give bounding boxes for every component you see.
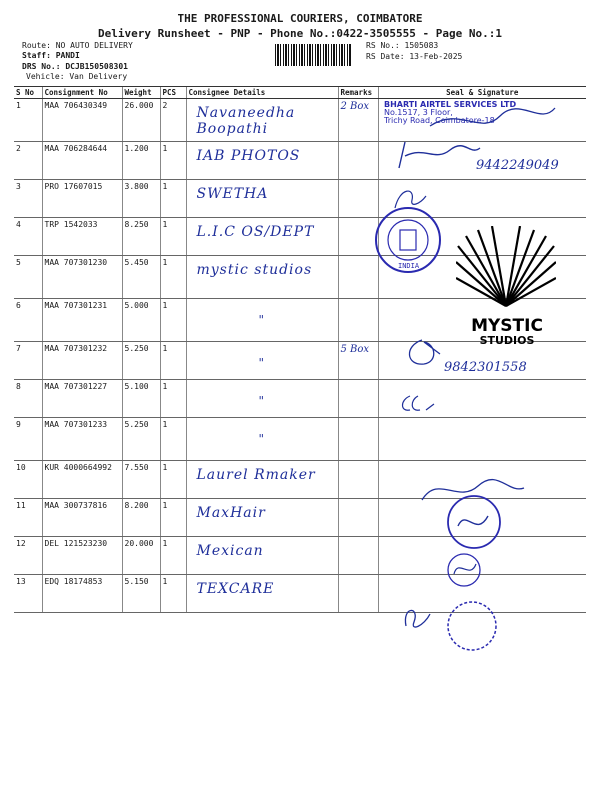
col-sno: S No <box>14 87 42 99</box>
weight-cell <box>122 418 160 461</box>
table-row <box>14 380 586 418</box>
sno-cell-text: 2 <box>16 144 21 153</box>
remark-cell <box>338 537 378 575</box>
weight-cell-text: 20.000 <box>124 539 154 548</box>
remark-cell-text: 2 Box <box>340 101 370 112</box>
pcs-cell-text: 1 <box>162 539 168 548</box>
pcs-cell-text: 1 <box>162 463 168 472</box>
consignee-cell-text: Laurel Rmaker <box>196 467 316 483</box>
sno-cell-text: 4 <box>16 220 21 229</box>
sno-cell <box>14 418 42 461</box>
consignment-cell <box>42 256 122 299</box>
sno-cell <box>14 380 42 418</box>
sno-cell <box>14 99 42 142</box>
pcs-cell <box>160 218 186 256</box>
remark-cell <box>338 342 378 380</box>
pcs-cell <box>160 342 186 380</box>
pcs-cell-text: 1 <box>162 144 168 153</box>
bharti-stamp-addr1: No.1517, 3 Floor, <box>384 108 453 117</box>
consignment-cell-text: MAA 707301233 <box>44 420 108 429</box>
consignee-cell-text: " <box>258 394 265 408</box>
consignment-cell-text: MAA 300737816 <box>44 501 108 510</box>
sno-cell <box>14 142 42 180</box>
pcs-cell-text: 1 <box>162 577 168 586</box>
pcs-cell-text: 1 <box>162 344 168 353</box>
pcs-cell <box>160 537 186 575</box>
sno-cell <box>14 218 42 256</box>
weight-cell <box>122 342 160 380</box>
lic-round-stamp <box>370 206 450 276</box>
consignment-cell <box>42 180 122 218</box>
sno-cell <box>14 180 42 218</box>
pcs-cell <box>160 299 186 342</box>
vehicle-label: Vehicle: Van Delivery <box>26 72 128 81</box>
consignee-cell <box>186 99 338 142</box>
col-consignee: Consignee Details <box>186 87 338 99</box>
pcs-cell-text: 1 <box>162 220 168 229</box>
consignee-cell <box>186 380 338 418</box>
consignee-cell <box>186 499 338 537</box>
sno-cell <box>14 342 42 380</box>
stamp-row12 <box>444 550 484 590</box>
consignment-cell <box>42 575 122 613</box>
sno-cell-text: 13 <box>16 577 26 586</box>
consignee-cell <box>186 142 338 180</box>
consignee-cell-text: MaxHair <box>196 505 266 521</box>
sno-cell <box>14 537 42 575</box>
col-weight: Weight <box>122 87 160 99</box>
weight-cell-text: 5.150 <box>124 577 149 586</box>
consignee-cell <box>186 537 338 575</box>
consignee-cell-text: IAB PHOTOS <box>196 148 301 164</box>
weight-cell-text: 5.450 <box>124 258 149 267</box>
weight-cell <box>122 499 160 537</box>
consignee-cell-text: " <box>258 356 265 370</box>
remark-cell <box>338 99 378 142</box>
weight-cell-text: 8.250 <box>124 220 149 229</box>
consignment-cell <box>42 342 122 380</box>
remark-cell <box>338 499 378 537</box>
remark-cell <box>338 380 378 418</box>
phone-row7: 9842301558 <box>444 360 527 375</box>
weight-cell <box>122 461 160 499</box>
table-row <box>14 418 586 461</box>
consignee-cell <box>186 256 338 299</box>
sno-cell-text: 6 <box>16 301 21 310</box>
bharti-stamp-addr2: Trichy Road, Coimbatore-18 <box>384 116 495 125</box>
rs-date: RS Date: 13-Feb-2025 <box>366 52 463 61</box>
sno-cell-text: 8 <box>16 382 21 391</box>
round-stamp-row11 <box>444 494 504 550</box>
consignment-cell <box>42 380 122 418</box>
consignment-cell <box>42 537 122 575</box>
consignee-cell <box>186 461 338 499</box>
mystic-logo-line1: MYSTIC <box>471 316 543 336</box>
weight-cell-text: 8.200 <box>124 501 149 510</box>
pcs-cell <box>160 256 186 299</box>
consignment-cell-text: MAA 706284644 <box>44 144 108 153</box>
col-remarks: Remarks <box>338 87 378 99</box>
consignment-cell-text: MAA 707301227 <box>44 382 108 391</box>
route-label: Route: NO AUTO DELIVERY <box>22 41 133 50</box>
barcode <box>275 44 351 66</box>
weight-cell <box>122 218 160 256</box>
weight-cell-text: 5.000 <box>124 301 149 310</box>
consignment-cell <box>42 499 122 537</box>
lic-stamp-text: INDIA <box>398 262 420 270</box>
consignment-cell <box>42 142 122 180</box>
sno-cell-text: 3 <box>16 182 21 191</box>
weight-cell-text: 3.800 <box>124 182 149 191</box>
consignment-cell-text: MAA 707301230 <box>44 258 108 267</box>
sno-cell-text: 9 <box>16 420 21 429</box>
mystic-logo-line2: STUDIOS <box>479 334 535 347</box>
table-row <box>14 180 586 218</box>
consignee-cell <box>186 180 338 218</box>
consignee-cell <box>186 299 338 342</box>
seal-cell <box>378 418 586 461</box>
sno-cell-text: 7 <box>16 344 21 353</box>
remark-cell <box>338 575 378 613</box>
consignment-cell <box>42 218 122 256</box>
consignment-cell <box>42 418 122 461</box>
consignee-cell <box>186 575 338 613</box>
col-pcs: PCS <box>160 87 186 99</box>
weight-cell-text: 7.550 <box>124 463 149 472</box>
consignee-cell-text: L.I.C OS/DEPT <box>196 224 315 240</box>
sno-cell-text: 5 <box>16 258 21 267</box>
weight-cell <box>122 299 160 342</box>
consignment-cell-text: DEL 121523230 <box>44 539 108 548</box>
runsheet-subtitle: Delivery Runsheet - PNP - Phone No.:0422-3505555 - Page No.:1 <box>98 27 502 40</box>
consignment-cell-text: PRO 17607015 <box>44 182 103 191</box>
remark-cell <box>338 142 378 180</box>
company-name: THE PROFESSIONAL COURIERS, COIMBATORE <box>177 12 423 25</box>
weight-cell <box>122 537 160 575</box>
consignee-cell <box>186 218 338 256</box>
pcs-cell-text: 1 <box>162 420 168 429</box>
weight-cell-text: 5.250 <box>124 420 149 429</box>
col-seal: Seal & Signature <box>378 87 586 99</box>
sno-cell <box>14 575 42 613</box>
pcs-cell-text: 1 <box>162 301 168 310</box>
signature-row13 <box>400 596 510 652</box>
sno-cell <box>14 461 42 499</box>
signature-row1 <box>390 96 570 142</box>
weight-cell-text: 26.000 <box>124 101 154 110</box>
pcs-cell <box>160 180 186 218</box>
consignment-cell-text: MAA 707301232 <box>44 344 108 353</box>
weight-cell <box>122 142 160 180</box>
pcs-cell <box>160 418 186 461</box>
consignment-cell <box>42 99 122 142</box>
consignment-cell-text: EDQ 18174853 <box>44 577 103 586</box>
signature-row2 <box>395 138 485 174</box>
mystic-studios-logo <box>456 226 556 318</box>
consignee-cell-text: TEXCARE <box>196 581 275 597</box>
consignee-cell-text: " <box>258 432 265 446</box>
weight-cell-text: 5.250 <box>124 344 149 353</box>
pcs-cell <box>160 575 186 613</box>
pcs-cell-text: 1 <box>162 501 168 510</box>
consignee-cell-text: Navaneedha Boopathi <box>196 105 296 137</box>
sno-cell-text: 12 <box>16 539 26 548</box>
weight-cell-text: 1.200 <box>124 144 149 153</box>
weight-cell <box>122 256 160 299</box>
remark-cell <box>338 418 378 461</box>
sno-cell <box>14 299 42 342</box>
signature-row7 <box>402 336 442 370</box>
bharti-stamp-name: BHARTI AIRTEL SERVICES LTD <box>384 100 517 109</box>
remark-cell-text: 5 Box <box>340 344 370 355</box>
pcs-cell <box>160 99 186 142</box>
pcs-cell <box>160 380 186 418</box>
consignment-cell-text: KUR 4000664992 <box>44 463 112 472</box>
pcs-cell-text: 2 <box>162 101 168 110</box>
drs-number: DRS No.: DCJB150508301 <box>22 62 128 71</box>
pcs-cell-text: 1 <box>162 382 168 391</box>
pcs-cell-text: 1 <box>162 258 168 267</box>
pcs-cell <box>160 461 186 499</box>
sno-cell <box>14 256 42 299</box>
rs-number: RS No.: 1505083 <box>366 41 439 50</box>
consignment-cell-text: MAA 706430349 <box>44 101 108 110</box>
signature-row8 <box>398 392 438 416</box>
pcs-cell <box>160 499 186 537</box>
weight-cell <box>122 99 160 142</box>
weight-cell <box>122 380 160 418</box>
consignee-cell-text: " <box>258 313 265 327</box>
pcs-cell <box>160 142 186 180</box>
sno-cell-text: 1 <box>16 101 21 110</box>
staff-label: Staff: PANDI <box>22 51 80 60</box>
consignee-cell-text: SWETHA <box>196 186 269 202</box>
consignee-cell-text: mystic studios <box>196 262 313 278</box>
pcs-cell-text: 1 <box>162 182 168 191</box>
weight-cell-text: 5.100 <box>124 382 149 391</box>
phone-row2: 9442249049 <box>476 158 559 173</box>
remark-cell <box>338 461 378 499</box>
weight-cell <box>122 575 160 613</box>
sno-cell-text: 10 <box>16 463 26 472</box>
consignment-cell <box>42 461 122 499</box>
weight-cell <box>122 180 160 218</box>
consignment-cell-text: TRP 1542033 <box>44 220 98 229</box>
consignment-cell-text: MAA 707301231 <box>44 301 108 310</box>
col-consignment: Consignment No <box>42 87 122 99</box>
sno-cell-text: 11 <box>16 501 26 510</box>
consignee-cell <box>186 418 338 461</box>
consignee-cell-text: Mexican <box>196 543 264 559</box>
sno-cell <box>14 499 42 537</box>
remark-cell <box>338 299 378 342</box>
consignment-cell <box>42 299 122 342</box>
consignee-cell <box>186 342 338 380</box>
